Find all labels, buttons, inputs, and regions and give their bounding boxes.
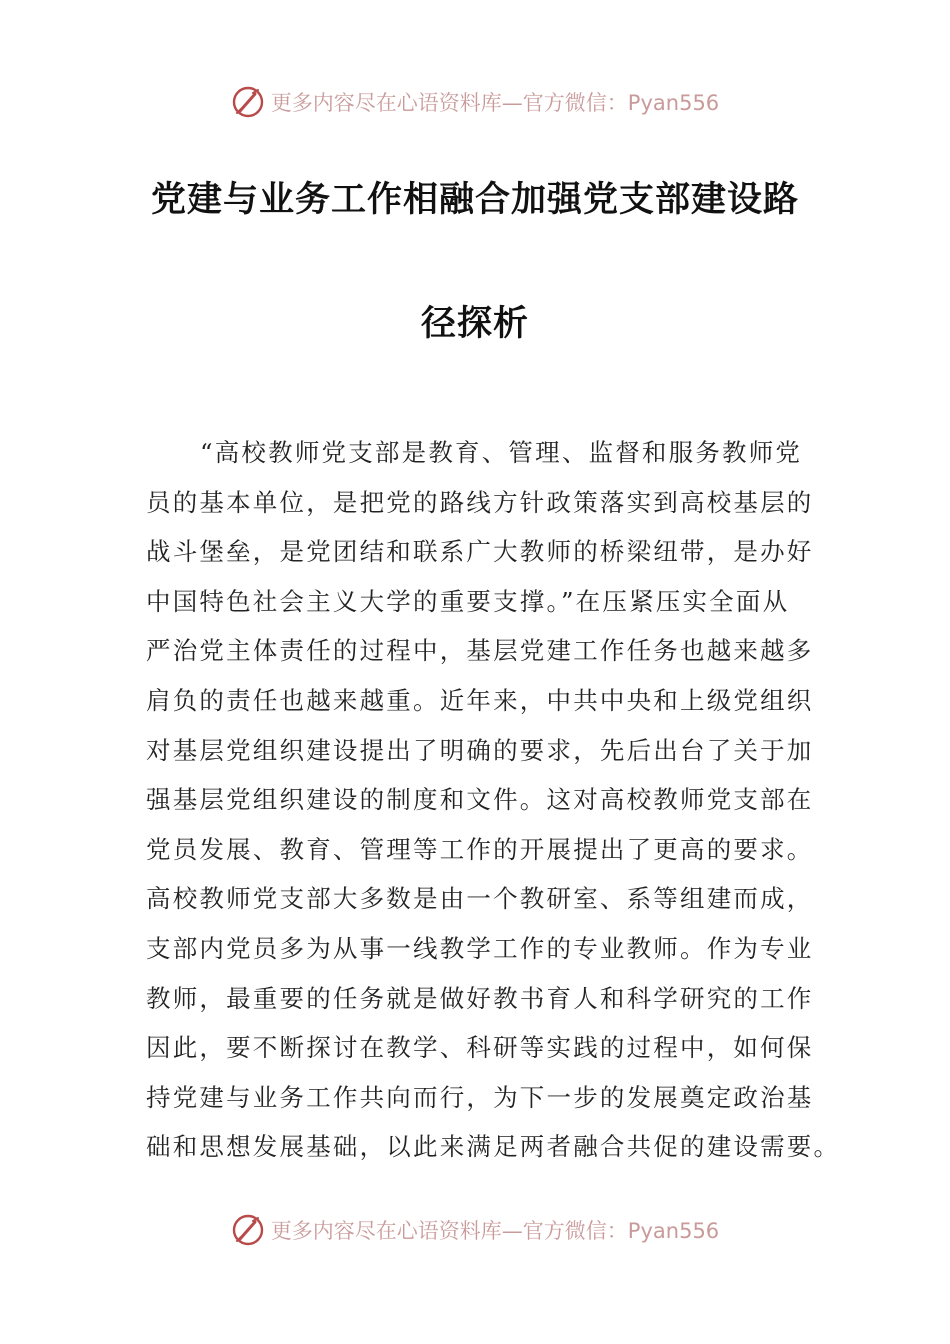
paragraph-line: 支部内党员多为从事一线教学工作的专业教师。作为专业 [146,933,814,963]
pen-logo-icon [231,1213,265,1247]
document-title-line-2: 径探析 [420,304,529,344]
paragraph-line: 员的基本单位，是把党的路线方针政策落实到高校基层的 [146,487,814,517]
body-paragraph [146,428,841,1172]
paragraph-line: 中国特色社会主义大学的重要支撑。”在压紧压实全面从 [146,586,790,616]
paragraph-line: “高校教师党支部是教育、管理、监督和服务教师党 [200,438,803,467]
document-title-line-1: 党建与业务工作相融合加强党支部建设路 [150,180,799,220]
paragraph-line: 对基层党组织建设提出了明确的要求，先后出台了关于加 [146,735,814,765]
paragraph-line: 严治党主体责任的过程中，基层党建工作任务也越来越多 [146,636,814,666]
paragraph-line: 础和思想发展基础，以此来满足两者融合共促的建设需要。 [146,1132,841,1162]
paragraph-line: 高校教师党支部大多数是由一个教研室、系等组建而成， [146,884,814,914]
header-watermark [0,82,950,122]
pen-logo-icon [231,85,265,119]
paragraph-line: 教师，最重要的任务就是做好教书育人和科学研究的工作 [146,983,814,1013]
footer-watermark [0,1210,950,1250]
paragraph-line: 持党建与业务工作共向而行，为下一步的发展奠定政治基 [146,1082,814,1112]
paragraph-line: 战斗堡垒，是党团结和联系广大教师的桥梁纽带，是办好 [146,537,814,567]
watermark-text: 更多内容尽在心语资料库—官方微信：Pyan556 [270,1219,720,1243]
paragraph-line: 党员发展、教育、管理等工作的开展提出了更高的要求。 [146,834,814,864]
watermark-text: 更多内容尽在心语资料库—官方微信：Pyan556 [270,91,720,115]
paragraph-line: 强基层党组织建设的制度和文件。这对高校教师党支部在 [146,785,814,815]
paragraph-line: 因此，要不断探讨在教学、科研等实践的过程中，如何保 [146,1033,814,1063]
paragraph-line: 肩负的责任也越来越重。近年来，中共中央和上级党组织 [146,685,814,715]
